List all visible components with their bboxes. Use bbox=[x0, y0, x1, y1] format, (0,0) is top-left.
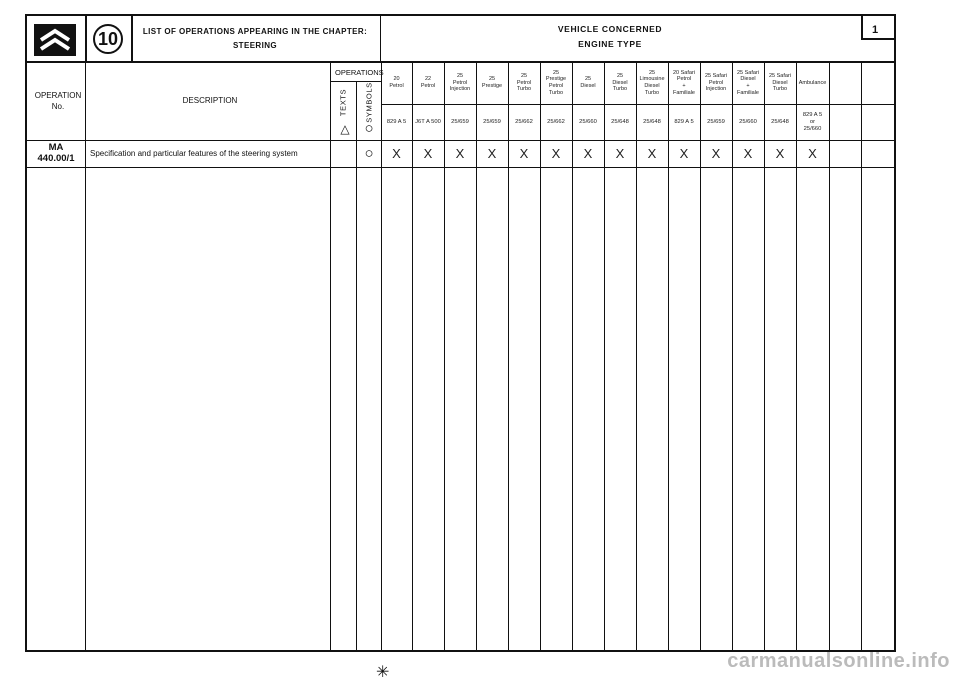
divider bbox=[85, 61, 86, 652]
operation-code: MA bbox=[48, 142, 64, 153]
engine-type bbox=[636, 119, 668, 126]
applicability-mark: X bbox=[583, 146, 593, 161]
no-heading: No. bbox=[51, 102, 65, 111]
engine-type-line: 25/660 bbox=[579, 118, 597, 125]
vehicle-name-line: 25 Safari bbox=[736, 69, 759, 76]
vehicle-name-line: Petrol bbox=[452, 79, 468, 86]
vehicle-name-line: Turbo bbox=[548, 89, 564, 96]
applicability-mark: X bbox=[487, 146, 497, 161]
vehicle-name bbox=[636, 70, 668, 96]
vehicle-name-line: Petrol bbox=[676, 76, 692, 83]
engine-type bbox=[764, 119, 796, 126]
operations-sheet bbox=[25, 14, 896, 652]
applicability-mark: X bbox=[615, 146, 625, 161]
vehicle-name-line: Diesel bbox=[644, 82, 660, 89]
vehicle-name-line: Diesel bbox=[612, 79, 628, 86]
vehicle-name-line: Petrol bbox=[420, 82, 436, 89]
operation-description: Specification and particular features of the steering system bbox=[90, 149, 298, 158]
engine-type bbox=[700, 119, 732, 126]
vehicle-name-line: 25 Safari bbox=[768, 73, 791, 80]
vehicle-name-line: Petrol bbox=[516, 79, 532, 86]
vehicle-name-line: Turbo bbox=[516, 86, 532, 93]
column-divider bbox=[861, 61, 862, 652]
vehicle-name bbox=[700, 73, 732, 93]
vehicle-name-line: Prestige bbox=[545, 76, 567, 83]
citroen-logo bbox=[34, 24, 76, 56]
vehicle-name-line: Diesel bbox=[740, 76, 756, 83]
double-chevron-icon bbox=[34, 24, 76, 56]
vehicle-name bbox=[604, 73, 636, 93]
engine-type bbox=[604, 119, 636, 126]
vehicle-name-line: Prestige bbox=[481, 82, 503, 89]
vehicle-name bbox=[732, 70, 764, 96]
engine-type bbox=[540, 119, 572, 126]
circle-icon: ○ bbox=[364, 145, 374, 162]
vehicle-name-line: 20 Safari bbox=[672, 69, 695, 76]
vehicle-name-line: Petrol bbox=[389, 82, 404, 89]
engine-row-rule bbox=[381, 104, 896, 105]
row-rule bbox=[25, 167, 896, 168]
column-divider bbox=[829, 61, 830, 652]
engine-type bbox=[668, 119, 700, 126]
engine-type bbox=[572, 119, 604, 126]
vehicle-name-line: Turbo bbox=[772, 86, 788, 93]
vehicle-name-line: 25 bbox=[584, 76, 592, 83]
vehicle-name-line: 25 bbox=[520, 73, 528, 80]
engine-type bbox=[381, 119, 412, 126]
divider bbox=[356, 81, 357, 652]
engine-type bbox=[732, 119, 764, 126]
vehicle-name bbox=[381, 76, 412, 89]
divider bbox=[380, 14, 381, 62]
applicability-mark: X bbox=[743, 146, 753, 161]
engine-type-line: 25/659 bbox=[451, 118, 469, 125]
vehicle-name bbox=[444, 73, 476, 93]
vehicle-name-line: 25 bbox=[488, 76, 496, 83]
vehicle-name bbox=[764, 73, 796, 93]
operation-number bbox=[27, 142, 85, 164]
vehicle-name-line: Ambulance bbox=[798, 79, 827, 86]
vehicle-name-line: Limousine bbox=[639, 76, 665, 83]
divider bbox=[131, 14, 133, 62]
vehicle-name-line: Familiale bbox=[672, 89, 695, 96]
engine-type-line: 25/659 bbox=[707, 118, 725, 125]
engine-type bbox=[412, 119, 444, 126]
vehicle-name-line: Injection bbox=[449, 86, 471, 93]
divider bbox=[330, 61, 331, 652]
vehicle-name bbox=[540, 70, 572, 96]
vehicle-name-line: Petrol bbox=[548, 82, 564, 89]
vehicle-name-line: Turbo bbox=[612, 86, 628, 93]
vehicle-name bbox=[412, 76, 444, 89]
engine-type-line: or bbox=[809, 118, 816, 125]
engine-type-line: 25/648 bbox=[611, 118, 629, 125]
applicability-mark: X bbox=[423, 146, 433, 161]
vehicle-name-line: 20 bbox=[393, 76, 400, 83]
circle-icon: ○ bbox=[364, 120, 374, 137]
chapter-badge: 10 bbox=[93, 24, 123, 54]
vehicle-name bbox=[668, 70, 700, 96]
chapter-title bbox=[140, 25, 370, 53]
triangle-icon: △ bbox=[340, 122, 350, 136]
divider bbox=[85, 14, 87, 62]
applicability-mark: X bbox=[551, 146, 561, 161]
applicability-mark: X bbox=[808, 146, 817, 161]
vehicle-name-line: 25 Safari bbox=[704, 73, 727, 80]
engine-type-line: 25/660 bbox=[739, 118, 757, 125]
engine-type bbox=[796, 112, 829, 133]
description-heading: DESCRIPTION bbox=[182, 96, 238, 105]
vehicle-name-line: 25 bbox=[456, 73, 464, 80]
symbols-heading: SYMBOLS bbox=[364, 82, 374, 123]
vehicle-name bbox=[476, 76, 508, 89]
vehicle-name bbox=[572, 76, 604, 89]
engine-type-label: ENGINE TYPE bbox=[578, 39, 642, 49]
applicability-mark: X bbox=[775, 146, 785, 161]
applicability-mark: X bbox=[647, 146, 657, 161]
applicability-mark: X bbox=[711, 146, 721, 161]
engine-type-line: 25/660 bbox=[803, 125, 822, 132]
engine-type-line: 829 A 5 bbox=[386, 118, 407, 125]
engine-type-line: 25/662 bbox=[515, 118, 533, 125]
engine-type-line: J6T A 500 bbox=[415, 118, 441, 125]
vehicle-name-line: 25 bbox=[648, 69, 656, 76]
engine-type bbox=[476, 119, 508, 126]
vehicle-heading bbox=[420, 22, 800, 52]
vehicle-name-line: Injection bbox=[705, 86, 727, 93]
vehicle-name-line: + bbox=[746, 82, 750, 89]
engine-type bbox=[508, 119, 540, 126]
vehicle-name-line: Diesel bbox=[772, 79, 788, 86]
symbols-heading-wrap bbox=[345, 82, 393, 123]
vehicle-name-line: Diesel bbox=[580, 82, 596, 89]
vehicle-name bbox=[796, 80, 829, 87]
vehicle-name-line: Familiale bbox=[736, 89, 759, 96]
vehicle-name-line: 25 bbox=[552, 69, 560, 76]
chapter-title-line1: LIST OF OPERATIONS APPEARING IN THE CHAPTER: bbox=[142, 27, 368, 36]
vehicle-name-line: 25 bbox=[616, 73, 624, 80]
vehicle-name-line: + bbox=[682, 82, 686, 89]
watermark: carmanualsonline.info bbox=[727, 650, 950, 672]
operations-heading: OPERATIONS bbox=[335, 68, 384, 77]
vehicle-name-line: 22 bbox=[424, 76, 432, 83]
operation-ref: 440.00/1 bbox=[37, 153, 75, 164]
page-number: 1 bbox=[871, 24, 879, 36]
applicability-mark: X bbox=[519, 146, 529, 161]
vehicle-name-line: Petrol bbox=[708, 79, 724, 86]
operation-heading: OPERATION bbox=[34, 91, 82, 100]
engine-type bbox=[444, 119, 476, 126]
engine-type-line: 829 A 5 bbox=[674, 118, 694, 125]
engine-type-line: 25/659 bbox=[483, 118, 501, 125]
asterisk-icon: ✳ bbox=[376, 664, 390, 681]
chapter-title-line2: STEERING bbox=[232, 41, 278, 50]
operation-no-heading bbox=[28, 90, 88, 112]
header-bottom-rule bbox=[25, 140, 896, 141]
engine-type-line: 25/662 bbox=[547, 118, 565, 125]
vehicle-concerned-label: VEHICLE CONCERNED bbox=[557, 24, 663, 34]
texts-heading: TEXTS bbox=[338, 88, 348, 117]
engine-type-line: 25/648 bbox=[771, 118, 789, 125]
vehicle-name bbox=[508, 73, 540, 93]
applicability-mark: X bbox=[392, 146, 401, 161]
engine-type-line: 25/648 bbox=[643, 118, 661, 125]
applicability-mark: X bbox=[679, 146, 689, 161]
vehicle-name-line: Turbo bbox=[644, 89, 660, 96]
header-rule bbox=[25, 61, 896, 63]
applicability-mark: X bbox=[455, 146, 465, 161]
engine-type-line: 829 A 5 bbox=[802, 111, 823, 118]
